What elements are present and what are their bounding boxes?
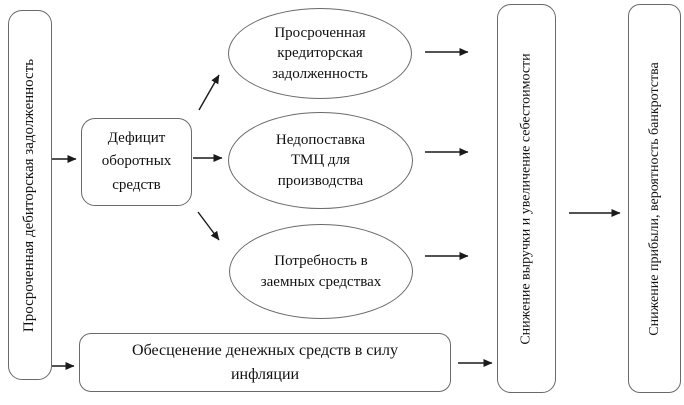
node-borrowed-funds-need-label: Потребность в заемных средствах [260, 253, 382, 290]
node-overdue-payables-label: Просроченная кредиторская задолженность [272, 25, 368, 82]
node-borrowed-funds-need [229, 224, 413, 319]
node-working-capital-deficit-label: Дефицит оборотных средств [101, 130, 172, 193]
node-revenue-decline-label: Снижение выручки и увеличение себестоимости [518, 52, 534, 345]
arrow-deficit-to-payables [199, 75, 219, 110]
node-profit-decline [628, 4, 681, 393]
arrow-deficit-to-borrowed [198, 212, 219, 240]
node-profit-decline-label: Снижение прибыли, вероятность банкротства [646, 61, 662, 336]
node-revenue-decline [497, 4, 556, 393]
node-money-depreciation [79, 333, 451, 392]
node-overdue-receivables-label: Просроченная дебиторская задолженность [21, 58, 38, 332]
node-overdue-payables [228, 8, 412, 99]
node-money-depreciation-label: Обесценение денежных средств в силу инфляции [132, 342, 398, 383]
node-undersupply-tmc-label: Недопоставка ТМЦ для производства [275, 132, 366, 189]
node-overdue-receivables [8, 10, 52, 380]
node-undersupply-tmc [228, 112, 413, 209]
node-working-capital-deficit [81, 118, 192, 206]
